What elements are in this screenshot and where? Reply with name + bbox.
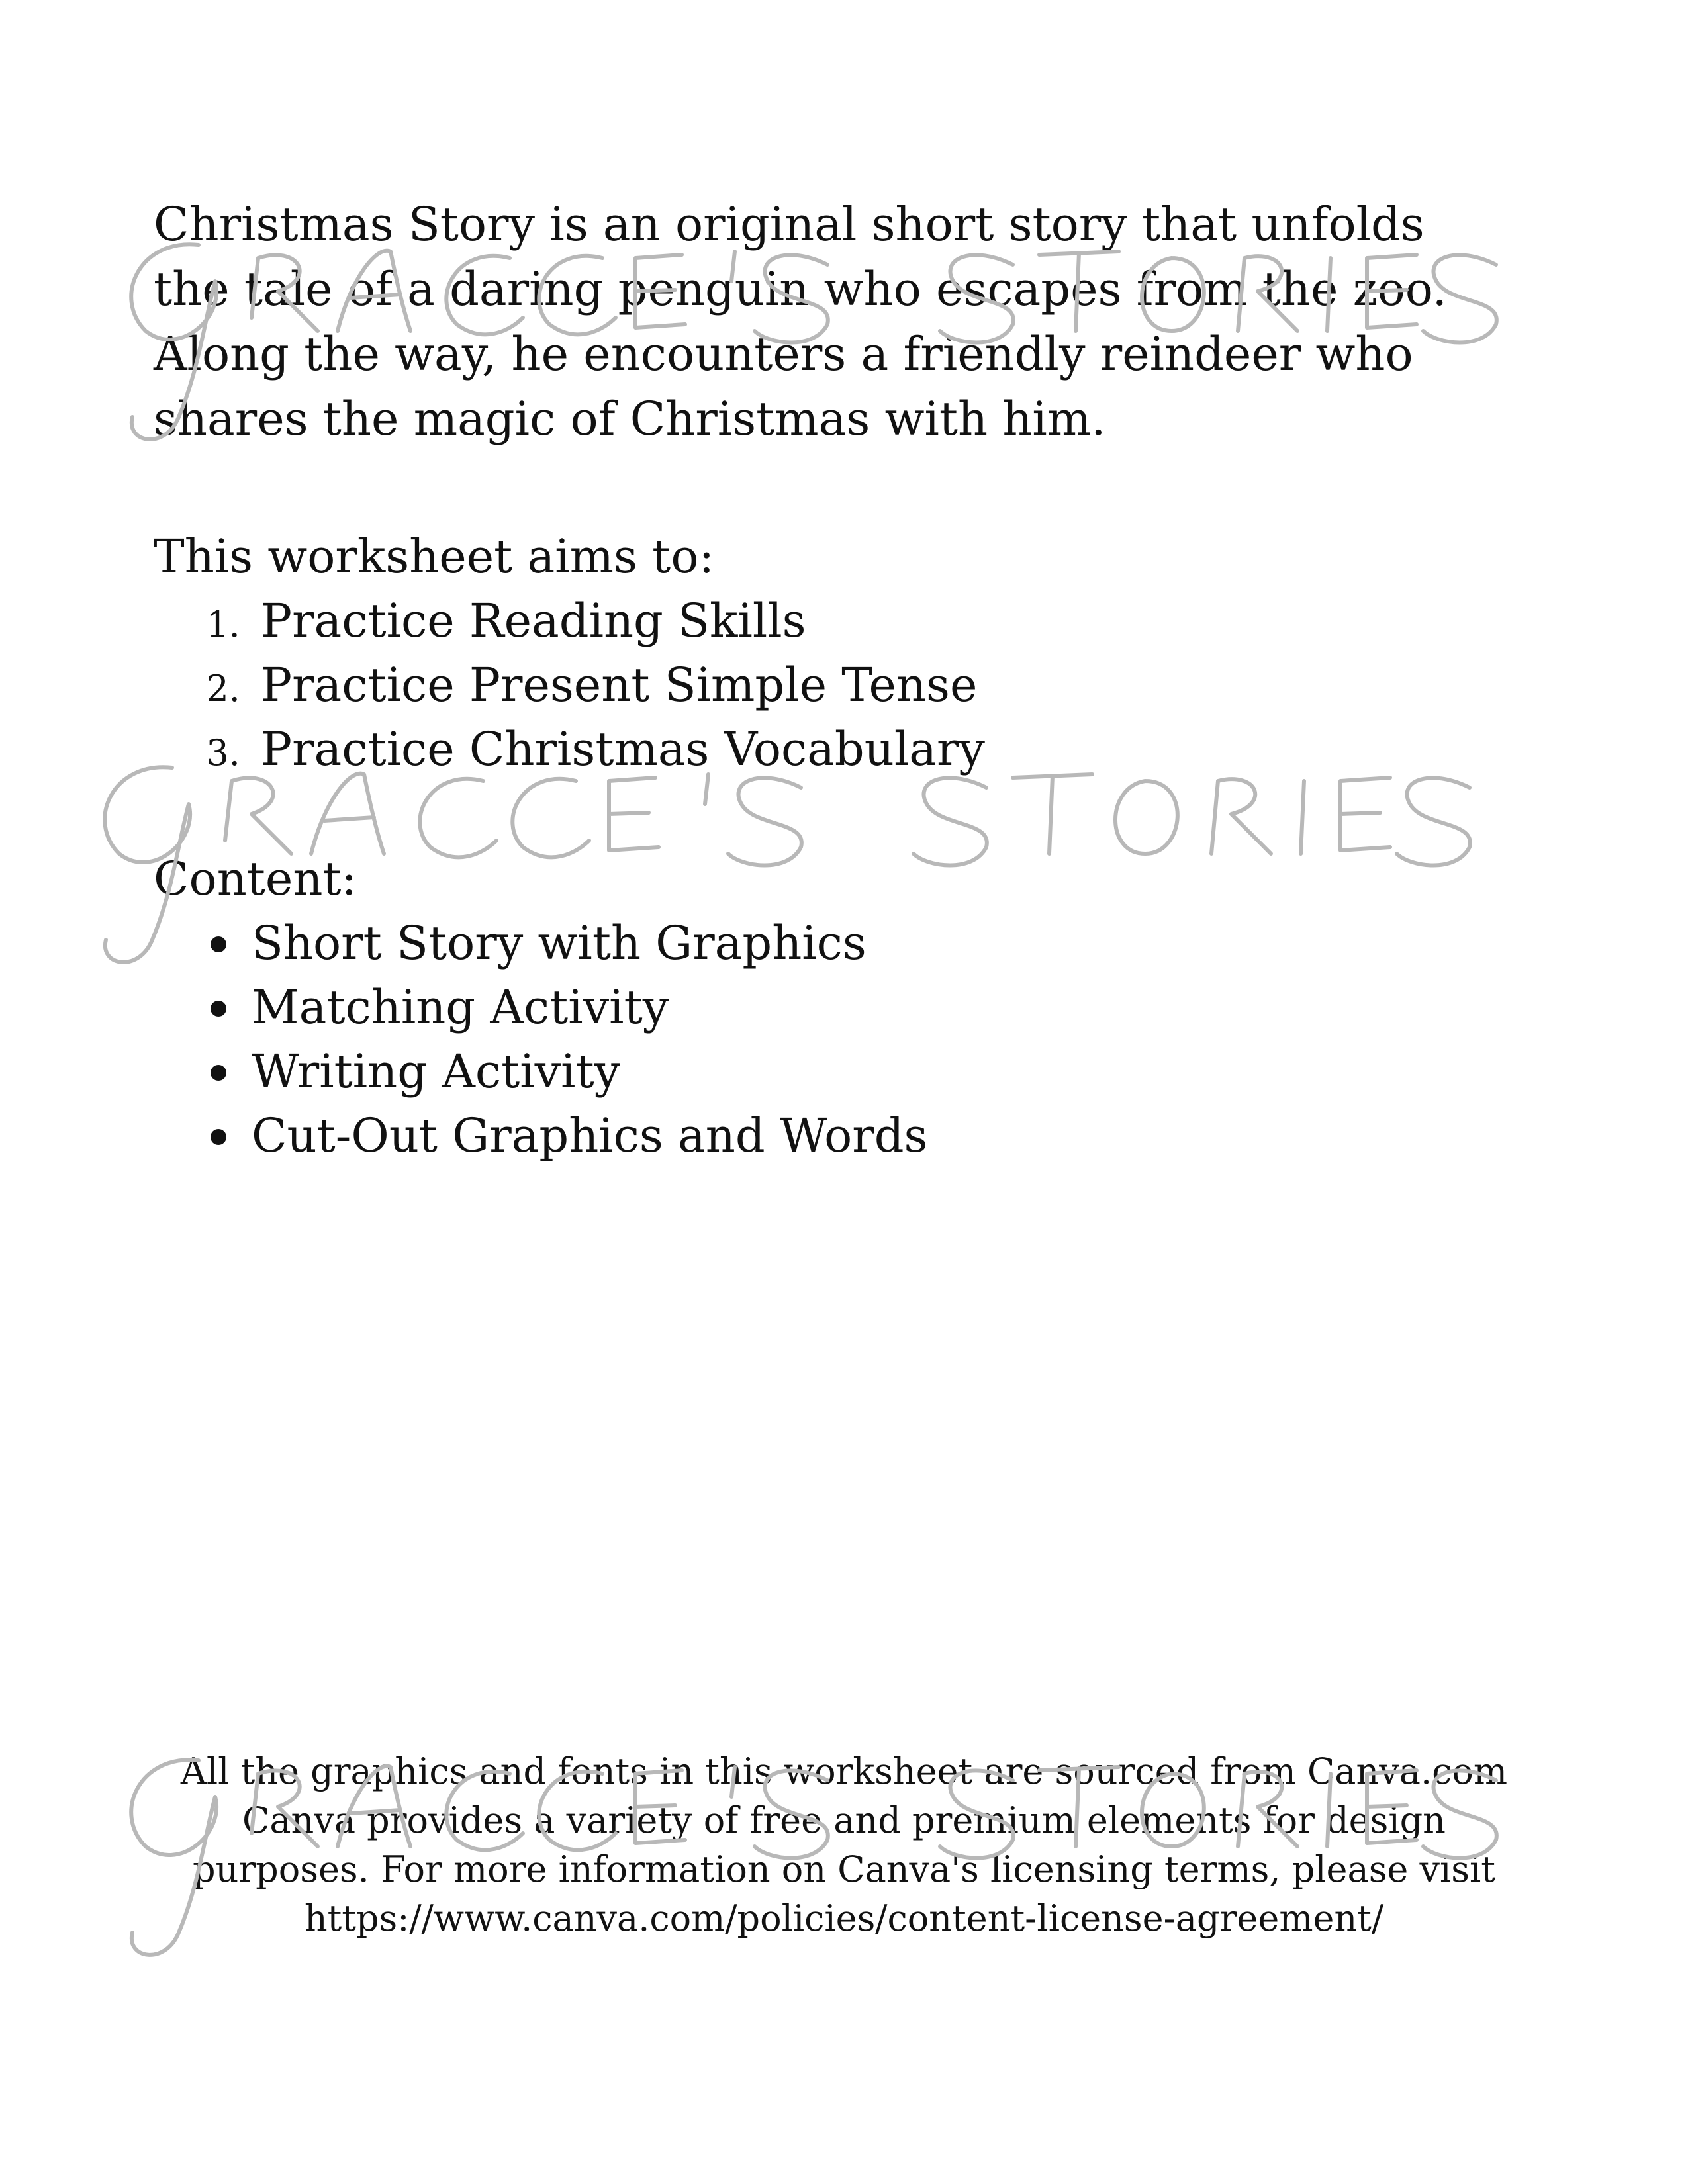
- intro-line: the tale of a daring penguin who escapes from the zoo.: [154, 262, 1447, 316]
- list-item: [252, 911, 1550, 976]
- content-list: [154, 911, 1550, 1168]
- list-item: [252, 1040, 1550, 1104]
- intro-paragraph: [154, 192, 1550, 451]
- list-item: 2. Practice Present Simple Tense: [252, 653, 1550, 717]
- bullet-icon: [211, 1065, 226, 1081]
- worksheet-description: [154, 192, 1550, 1168]
- list-item: [252, 976, 1550, 1040]
- bullet-icon: [211, 1001, 226, 1017]
- list-item-label: Short Story with Graphics: [252, 916, 867, 970]
- licensing-footer: [119, 1747, 1569, 1943]
- footer-line: purposes. For more information on Canva's licensing terms, please visit: [193, 1848, 1495, 1890]
- aims-heading: This worksheet aims to:: [154, 529, 715, 584]
- intro-line: Christmas Story is an original short story that unfolds: [154, 197, 1425, 251]
- list-item: 3. Practice Christmas Vocabulary: [252, 717, 1550, 782]
- list-item-label: Matching Activity: [252, 980, 669, 1034]
- list-item: 1. Practice Reading Skills: [252, 589, 1550, 653]
- footer-line: https://www.canva.com/policies/content-license-agreement/: [304, 1897, 1384, 1939]
- content-heading: Content:: [154, 852, 357, 906]
- list-item-label: Writing Activity: [252, 1044, 621, 1099]
- bullet-icon: [211, 1129, 226, 1145]
- footer-line: All the graphics and fonts in this worksheet are sourced from Canva.com: [180, 1751, 1508, 1792]
- list-item: [252, 1104, 1550, 1168]
- bullet-icon: [211, 936, 226, 952]
- aims-list: [154, 589, 1550, 782]
- intro-line: shares the magic of Christmas with him.: [154, 392, 1106, 446]
- list-item-label: Cut-Out Graphics and Words: [252, 1109, 928, 1163]
- footer-line: Canva provides a variety of free and premium elements for design: [242, 1799, 1446, 1841]
- intro-line: Along the way, he encounters a friendly reindeer who: [154, 327, 1413, 381]
